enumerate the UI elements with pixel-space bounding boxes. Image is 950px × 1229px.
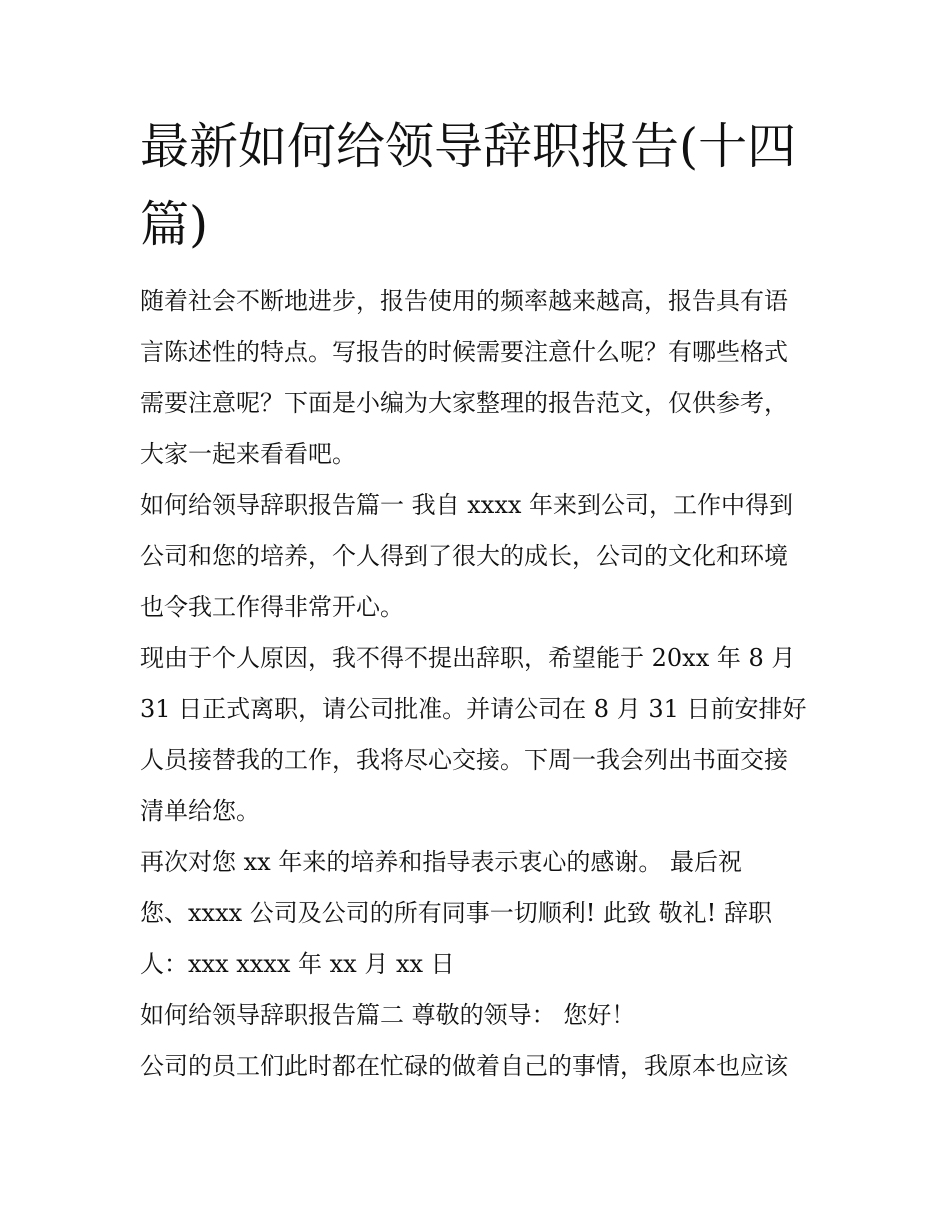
paragraph-line: 也令我工作得非常开心。 — [140, 593, 404, 621]
paragraph-line: 公司的员工们此时都在忙碌的做着自己的事情，我原本也应该 — [140, 1052, 788, 1080]
paragraph-line: 人：xxx xxxx 年 xx 月 xx 日 — [140, 950, 455, 978]
paragraph-line: 随着社会不断地进步，报告使用的频率越来越高，报告具有语 — [140, 287, 788, 315]
paragraph-line: 人员接替我的工作，我将尽心交接。下周一我会列出书面交接 — [140, 746, 788, 774]
paragraph-line: 需要注意呢？下面是小编为大家整理的报告范文，仅供参考， — [140, 389, 788, 417]
paragraph-line: 公司和您的培养，个人得到了很大的成长，公司的文化和环境 — [140, 542, 788, 570]
paragraph-line: 现由于个人原因，我不得不提出辞职，希望能于 20xx 年 8 月 — [140, 644, 796, 672]
paragraph-line: 大家一起来看看吧。 — [140, 440, 356, 468]
paragraph-line: 清单给您。 — [140, 797, 260, 825]
paragraph-line: 31 日正式离职，请公司批准。并请公司在 8 月 31 日前安排好 — [140, 695, 807, 723]
title-line-1: 最新如何给领导辞职报告(十四 — [140, 118, 797, 175]
paragraph-line: 如何给领导辞职报告篇二 尊敬的领导： 您好！ — [140, 1001, 636, 1029]
paragraph-line: 您、xxxx 公司及公司的所有同事一切顺利! 此致 敬礼! 辞职 — [140, 899, 772, 927]
document-title — [140, 108, 820, 264]
paragraph-line: 如何给领导辞职报告篇一 我自 xxxx 年来到公司，工作中得到 — [140, 491, 794, 519]
paragraph-line: 言陈述性的特点。写报告的时候需要注意什么呢？有哪些格式 — [140, 338, 788, 366]
title-line-2: 篇) — [140, 196, 209, 253]
paragraph-line: 再次对您 xx 年来的培养和指导表示衷心的感谢。 最后祝 — [140, 848, 742, 876]
